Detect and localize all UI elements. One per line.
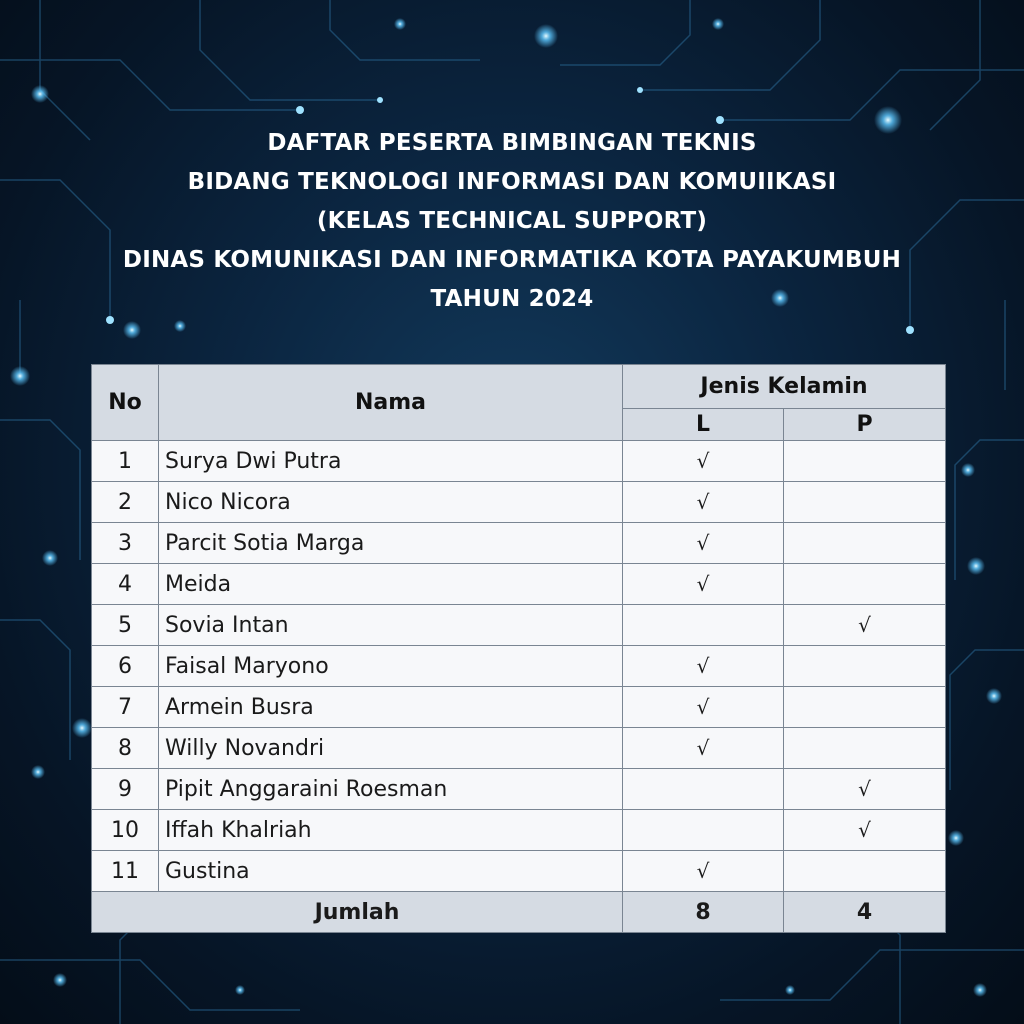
row-l-check: √ (623, 687, 784, 728)
total-l: 8 (623, 892, 784, 933)
row-l-check (623, 769, 784, 810)
document-title (0, 124, 1024, 319)
row-nama: Meida (159, 564, 623, 605)
row-p-check (784, 482, 946, 523)
row-l-check: √ (623, 482, 784, 523)
row-no: 2 (92, 482, 159, 523)
title-line-1: DAFTAR PESERTA BIMBINGAN TEKNIS (267, 130, 757, 156)
row-nama: Willy Novandri (159, 728, 623, 769)
row-no: 4 (92, 564, 159, 605)
table-row (92, 851, 946, 892)
table-row (92, 482, 946, 523)
row-p-check (784, 687, 946, 728)
row-nama: Faisal Maryono (159, 646, 623, 687)
table-row (92, 769, 946, 810)
row-no: 9 (92, 769, 159, 810)
row-p-check (784, 851, 946, 892)
table-row (92, 728, 946, 769)
row-no: 1 (92, 441, 159, 482)
row-p-check (784, 523, 946, 564)
row-l-check (623, 810, 784, 851)
row-l-check: √ (623, 646, 784, 687)
table-row (92, 646, 946, 687)
row-no: 11 (92, 851, 159, 892)
row-l-check: √ (623, 564, 784, 605)
table-row (92, 523, 946, 564)
header-l: L (623, 409, 784, 441)
total-p: 4 (784, 892, 946, 933)
row-no: 7 (92, 687, 159, 728)
row-l-check: √ (623, 728, 784, 769)
row-nama: Gustina (159, 851, 623, 892)
title-line-4: DINAS KOMUNIKASI DAN INFORMATIKA KOTA PAYAKUMBUH (122, 247, 902, 273)
row-p-check (784, 564, 946, 605)
row-p-check: √ (784, 605, 946, 646)
participant-table (91, 364, 946, 933)
title-line-2: BIDANG TEKNOLOGI INFORMASI DAN KOMUIIKASI (187, 169, 837, 195)
row-no: 5 (92, 605, 159, 646)
title-line-3: (KELAS TECHNICAL SUPPORT) (316, 208, 708, 234)
row-nama: Sovia Intan (159, 605, 623, 646)
total-row (92, 892, 946, 933)
row-no: 10 (92, 810, 159, 851)
row-l-check: √ (623, 523, 784, 564)
row-nama: Pipit Anggaraini Roesman (159, 769, 623, 810)
header-p: P (784, 409, 946, 441)
row-no: 6 (92, 646, 159, 687)
total-label: Jumlah (92, 892, 623, 933)
row-no: 8 (92, 728, 159, 769)
row-p-check: √ (784, 769, 946, 810)
row-l-check (623, 605, 784, 646)
row-nama: Iffah Khalriah (159, 810, 623, 851)
table-row (92, 810, 946, 851)
table-row (92, 441, 946, 482)
header-no: No (92, 365, 159, 441)
row-p-check (784, 441, 946, 482)
row-no: 3 (92, 523, 159, 564)
header-jenis-kelamin: Jenis Kelamin (623, 365, 946, 409)
title-line-5: TAHUN 2024 (430, 286, 594, 312)
row-p-check (784, 646, 946, 687)
header-nama: Nama (159, 365, 623, 441)
row-p-check: √ (784, 810, 946, 851)
row-nama: Armein Busra (159, 687, 623, 728)
row-l-check: √ (623, 851, 784, 892)
table-row (92, 564, 946, 605)
row-nama: Nico Nicora (159, 482, 623, 523)
table-row (92, 605, 946, 646)
row-nama: Surya Dwi Putra (159, 441, 623, 482)
table-row (92, 687, 946, 728)
row-p-check (784, 728, 946, 769)
row-nama: Parcit Sotia Marga (159, 523, 623, 564)
row-l-check: √ (623, 441, 784, 482)
